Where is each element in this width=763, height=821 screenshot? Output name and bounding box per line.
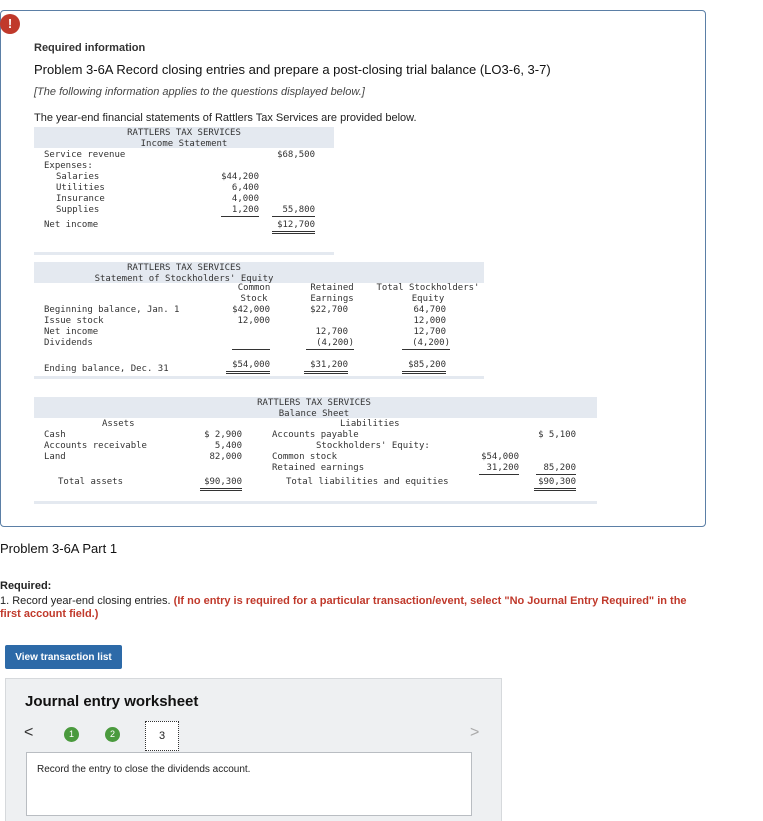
worksheet-instruction-box [26, 752, 472, 816]
is-expense-value: $44,200 [221, 172, 259, 182]
se-row-label: Issue stock [44, 316, 104, 326]
se-total-cell: 12,000 [413, 316, 446, 326]
intro-text: The year-end financial statements of Rattlers Tax Services are provided below. [34, 112, 417, 124]
se-col-retained: Retained [310, 283, 354, 293]
balance-sheet [34, 397, 597, 504]
info-note: [The following information applies to the questions displayed below.] [34, 86, 365, 98]
is-expense-label: Salaries [56, 172, 100, 182]
equity-statement [34, 262, 484, 379]
se-row-label: Dividends [44, 338, 93, 348]
is-revenue-value: $68,500 [277, 150, 315, 160]
instruction-main: 1. Record year-end closing entries. [0, 595, 171, 607]
bs-se-heading: Stockholders' Equity: [316, 441, 430, 451]
se-retained-cell: 12,700 [315, 327, 348, 337]
se-row-label: Beginning balance, Jan. 1 [44, 305, 180, 315]
bs-ap-value: $ 5,100 [538, 430, 576, 440]
se-col-total: Equity [411, 294, 445, 304]
se-col-total: Total Stockholders' [376, 283, 480, 293]
instruction-note: (If no entry is required for a particular transaction/event, select "No Journal Entry Required" in the first account field.) [0, 595, 687, 620]
se-common-underline [232, 338, 270, 350]
bs-re-label: Retained earnings [272, 463, 365, 473]
step-3-button[interactable]: 3 [145, 721, 179, 751]
is-expense-value: 4,000 [231, 194, 259, 204]
income-statement [34, 127, 334, 255]
se-col-retained: Earnings [310, 294, 354, 304]
is-expenses-label: Expenses: [44, 161, 93, 171]
bs-cs-value: $54,000 [481, 452, 519, 462]
se-row-label: Ending balance, Dec. 31 [44, 364, 169, 374]
problem-title: Problem 3-6A Record closing entries and prepare a post-closing trial balance (LO3-6, 3-7) [34, 62, 551, 77]
bs-cash-value: $ 2,900 [204, 430, 242, 440]
is-expense-label: Utilities [56, 183, 105, 193]
required-information-panel [0, 10, 706, 527]
se-common-cell: $42,000 [232, 305, 270, 315]
part-title: Problem 3-6A Part 1 [0, 541, 118, 556]
worksheet-message: Record the entry to close the dividends account. [37, 764, 251, 775]
se-col-common: Stock [240, 294, 268, 304]
bs-cash-label: Cash [44, 430, 66, 440]
se-title: Statement of Stockholders' Equity [94, 274, 274, 284]
se-total-cell: (4,200) [402, 338, 450, 350]
bs-total-assets-label: Total assets [58, 477, 124, 487]
bs-total-se-value: 85,200 [536, 463, 576, 475]
required-label: Required: [0, 580, 52, 592]
is-expense-value: 1,200 [221, 205, 259, 217]
is-revenue-label: Service revenue [44, 150, 126, 160]
bs-land-value: 82,000 [209, 452, 242, 462]
se-total-cell: $85,200 [402, 360, 446, 374]
is-title: Income Statement [140, 139, 228, 149]
bs-liabilities-heading: Liabilities [340, 419, 400, 429]
is-expense-value: 6,400 [231, 183, 259, 193]
se-row-label: Net income [44, 327, 99, 337]
worksheet-title: Journal entry worksheet [25, 693, 199, 710]
is-expense-label: Insurance [56, 194, 105, 204]
bs-cs-label: Common stock [272, 452, 338, 462]
is-net-income-value: $12,700 [272, 220, 315, 234]
journal-entry-worksheet [5, 678, 502, 821]
bs-total-assets-value: $90,300 [200, 477, 242, 491]
is-company: RATTLERS TAX SERVICES [127, 128, 241, 138]
required-info-heading: Required information [34, 42, 146, 54]
bs-total-le-label: Total liabilities and equities [286, 477, 449, 487]
bs-title: Balance Sheet [278, 409, 350, 419]
is-expense-label: Supplies [56, 205, 100, 215]
bs-ar-value: 5,400 [214, 441, 242, 451]
prev-chevron-icon[interactable]: < [24, 724, 34, 741]
bs-ar-label: Accounts receivable [44, 441, 147, 451]
se-retained-cell: $31,200 [304, 360, 348, 374]
instruction-text [0, 595, 700, 621]
bs-total-le-value: $90,300 [534, 477, 576, 491]
bs-ap-label: Accounts payable [272, 430, 359, 440]
se-col-common: Common [237, 283, 271, 293]
view-transaction-list-button[interactable]: View transaction list [5, 645, 122, 669]
bs-assets-heading: Assets [102, 419, 135, 429]
step-2-button[interactable]: 2 [105, 727, 120, 742]
se-common-cell: 12,000 [237, 316, 270, 326]
se-total-cell: 64,700 [413, 305, 446, 315]
se-common-cell: $54,000 [226, 360, 270, 374]
next-chevron-icon[interactable]: > [470, 724, 480, 741]
se-retained-cell: $22,700 [310, 305, 348, 315]
bs-re-value: 31,200 [479, 463, 519, 475]
alert-icon: ! [0, 14, 20, 34]
bs-land-label: Land [44, 452, 66, 462]
bs-company: RATTLERS TAX SERVICES [257, 398, 371, 408]
step-1-button[interactable]: 1 [64, 727, 79, 742]
se-retained-cell: (4,200) [306, 338, 354, 350]
is-total-expenses: 55,800 [272, 205, 315, 217]
se-company: RATTLERS TAX SERVICES [127, 263, 241, 273]
is-net-income-label: Net income [44, 220, 99, 230]
se-total-cell: 12,700 [413, 327, 446, 337]
